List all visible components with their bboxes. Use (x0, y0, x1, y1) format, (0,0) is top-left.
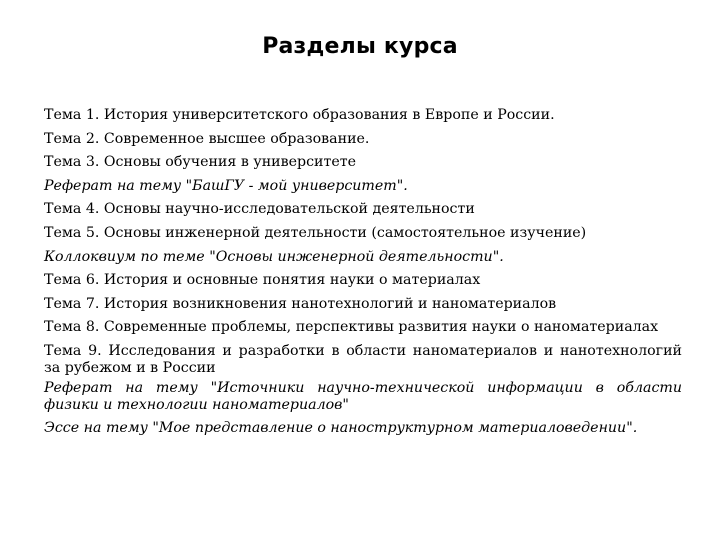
list-item-essay-bashgu: Реферат на тему "БашГУ - мой университет". (44, 177, 408, 194)
list-item-topic-4: Тема 4. Основы научно-исследовательской деятельности (44, 201, 475, 218)
list-item-topic-3: Тема 3. Основы обучения в университете (44, 154, 356, 171)
list-item-topic-6: Тема 6. История и основные понятия науки о материалах (44, 272, 481, 289)
list-item-essay-sources: Реферат на тему "Источники научно-технической информации в области физики и технологии наноматериалов" (44, 379, 682, 413)
list-item-topic-2: Тема 2. Современное высшее образование. (44, 130, 370, 147)
list-item-topic-9: Тема 9. Исследования и разработки в области наноматериалов и нанотехнологий за рубежом и в России (44, 342, 682, 376)
list-item-topic-8: Тема 8. Современные проблемы, перспективы развития науки о наноматериалах (44, 319, 659, 336)
list-item-colloquium: Коллоквиум по теме "Основы инженерной деятельности". (44, 248, 504, 265)
list-item-topic-1: Тема 1. История университетского образования в Европе и России. (44, 107, 555, 123)
course-sections-list (44, 104, 682, 441)
list-item-essay-nanostructure: Эссе на тему "Мое представление о наноструктурном материаловедении". (44, 419, 638, 436)
list-item-topic-7: Тема 7. История возникновения нанотехнологий и наноматериалов (44, 295, 557, 312)
list-item-topic-5: Тема 5. Основы инженерной деятельности (самостоятельное изучение) (44, 224, 587, 241)
slide-title: Разделы курса (262, 34, 458, 59)
